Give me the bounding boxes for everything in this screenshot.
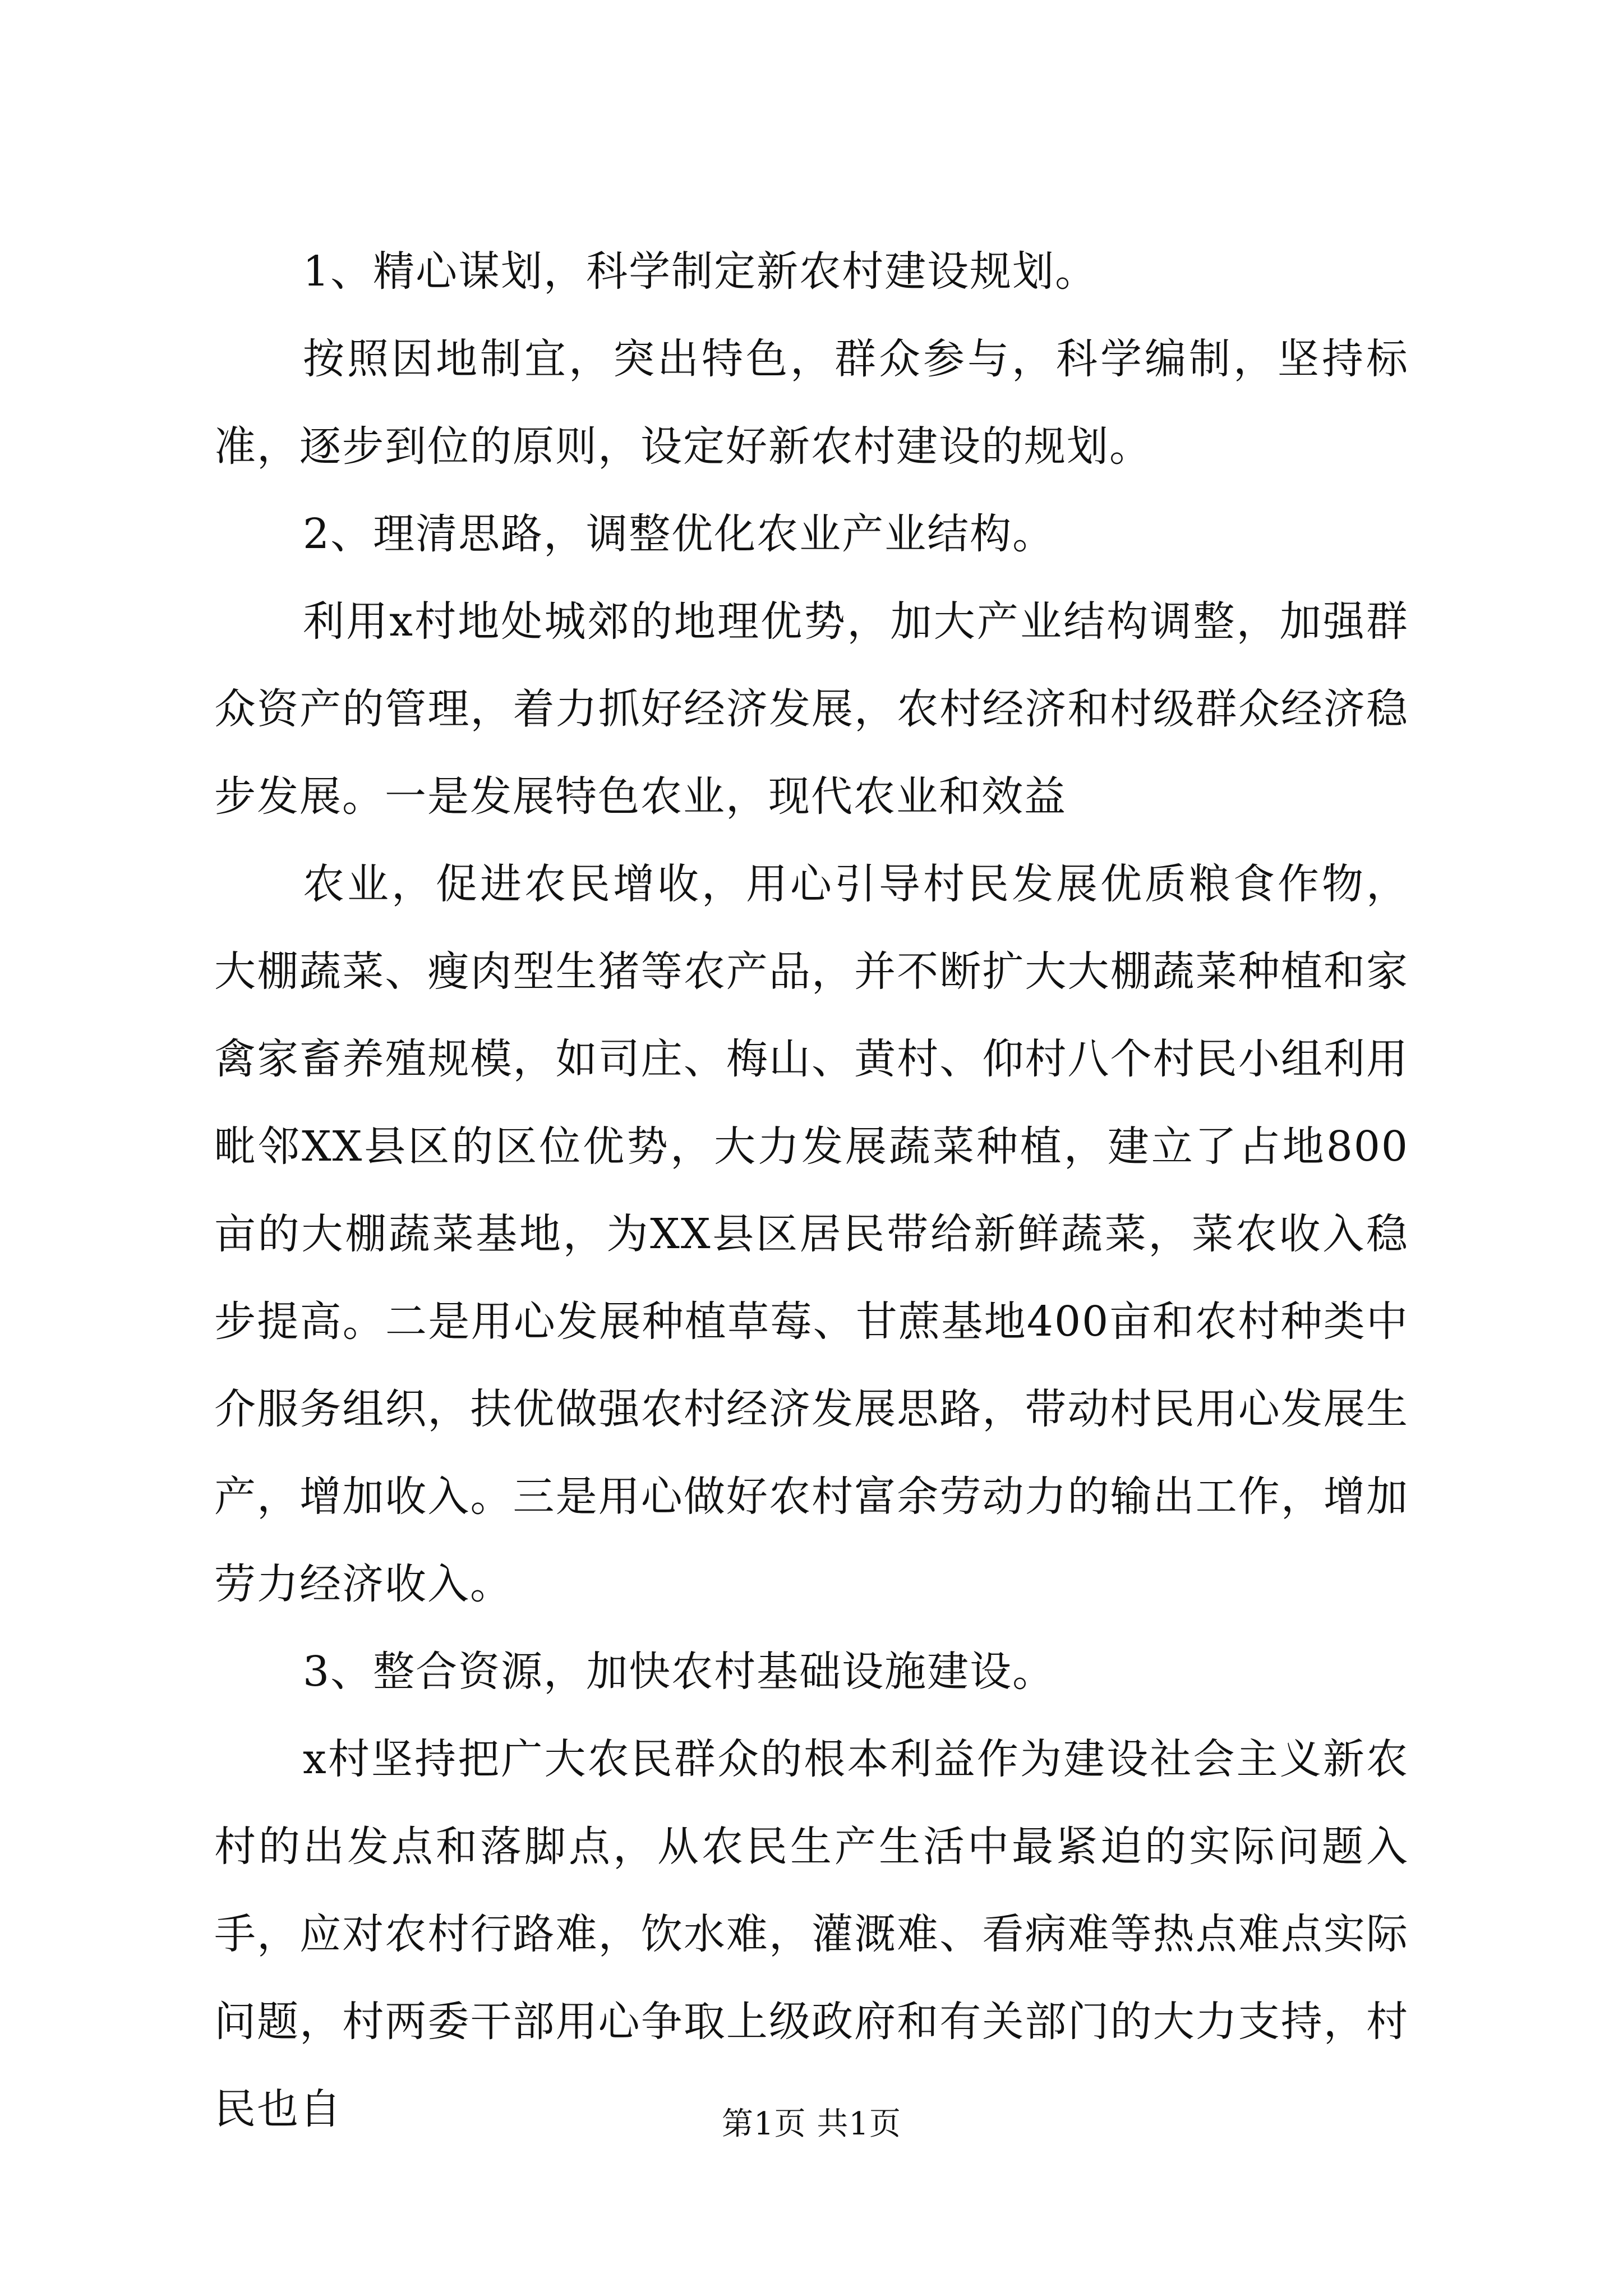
- page-number-footer: 第1页 共1页: [721, 2106, 902, 2142]
- paragraph: x村坚持把广大农民群众的根本利益作为建设社会主义新农村的出发点和落脚点，从农民生产生活中最紧迫的实际问题入手，应对农村行路难，饮水难，灌溉难、看病难等热点难点实际问题，村两委干部用心争取上级政府和有关部门的大力支持，村民也自: [214, 1735, 1409, 2133]
- paragraph: 农业，促进农民增收，用心引导村民发展优质粮食作物，大棚蔬菜、瘦肉型生猪等农产品，并不断扩大大棚蔬菜种植和家禽家畜养殖规模，如司庄、梅山、黄村、仰村八个村民小组利用毗邻XX县区的区位优势，大力发展蔬菜种植，建立了占地800亩的大棚蔬菜基地，为XX县区居民带给新鲜蔬菜，菜农收入稳步提高。二是用心发展种植草莓、甘蔗基地400亩和农村种类中介服务组织，扶优做强农村经济发展思路，带动村民用心发展生产，增加收入。三是用心做好农村富余劳动力的输出工作，增加劳力经济收入。: [214, 860, 1409, 1608]
- section-heading-2: 2、理清思路，调整优化农业产业结构。: [303, 510, 1055, 558]
- section-heading-1: 1、精心谋划，科学制定新农村建设规划。: [303, 247, 1098, 296]
- section-heading-3: 3、整合资源，加快农村基础设施建设。: [303, 1648, 1055, 1696]
- document-body: [214, 228, 1409, 2153]
- paragraph: 按照因地制宜，突出特色，群众参与，科学编制，坚持标准，逐步到位的原则，设定好新农村建设的规划。: [214, 335, 1409, 471]
- paragraph: 利用x村地处城郊的地理优势，加大产业结构调整，加强群众资产的管理，着力抓好经济发展，农村经济和村级群众经济稳步发展。一是发展特色农业，现代农业和效益: [214, 597, 1409, 821]
